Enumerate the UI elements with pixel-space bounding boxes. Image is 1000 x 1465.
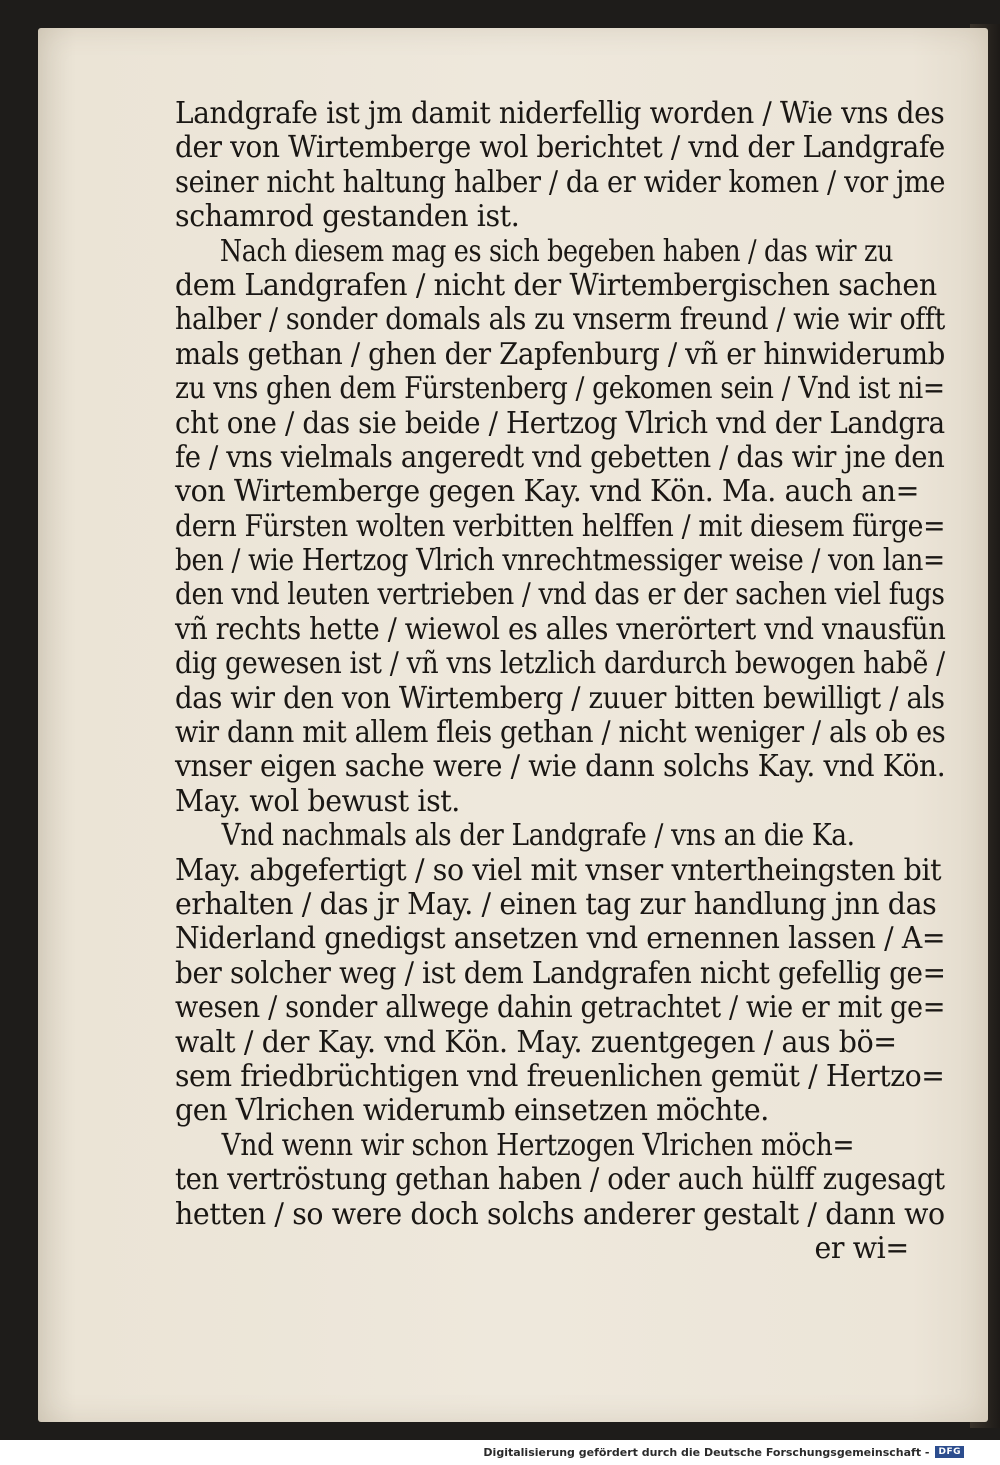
text-line: May. abgefertigt / so viel mit vnser vntertheingsten bit [175, 852, 942, 887]
text-line: der von Wirtemberge wol berichtet / vnd der Landgrafe [175, 130, 945, 165]
text-line: wir dann mit allem fleis gethan / nicht weniger / als ob es [175, 715, 946, 750]
text-line: vñ rechts hette / wiewol es alles vnerörtert vnd vnausfün [175, 611, 946, 646]
text-line: dern Fürsten wolten verbitten helffen / mit diesem fürge= [175, 508, 946, 543]
text-line: fe / vns vielmals angeredt vnd gebetten / das wir jne den [175, 439, 945, 474]
text-line: das wir den von Wirtemberg / zuuer bitten bewilligt / als [175, 680, 945, 715]
text-line: dig gewesen ist / vñ vns letzlich dardurch bewogen habẽ / [175, 646, 945, 681]
text-line: ten vertröstung gethan haben / oder auch hülff zugesagt [175, 1162, 945, 1197]
text-line: mals gethan / ghen der Zapfenburg / vñ er hinwiderumb [175, 336, 945, 371]
text-line: Nach diesem mag es sich begeben haben / das wir zu [219, 233, 894, 268]
text-line: sem friedbrüchtigen vnd freuenlichen gemüt / Hertzo= [175, 1058, 945, 1093]
text-line: dem Landgrafen / nicht der Wirtembergischen sachen [175, 267, 937, 302]
text-line: Landgrafe ist jm damit niderfellig worden / Wie vns des [175, 96, 945, 130]
text-line: Vnd nachmals als der Landgrafe / vns an die Ka. [221, 818, 855, 853]
text-line: vnser eigen sache were / wie dann solchs Kay. vnd Kön. [175, 749, 946, 784]
text-line: gen Vlrichen widerumb einsetzen möchte. [175, 1093, 769, 1128]
text-line: halber / sonder domals als zu vnserm freund / wie wir offt [175, 302, 945, 337]
text-line: wesen / sonder allwege dahin getrachtet / wie er mit ge= [175, 990, 946, 1025]
text-line: cht one / das sie beide / Hertzog Vlrich vnd der Landgra [175, 405, 945, 440]
text-line: May. wol bewust ist. [175, 783, 460, 818]
text-line: walt / der Kay. vnd Kön. May. zuentgegen / aus bö= [175, 1024, 897, 1059]
text-line: Niderland gnedigst ansetzen vnd ernennen lassen / A= [175, 921, 946, 956]
dfg-logo-icon: DFG [935, 1446, 964, 1458]
text-line: er wi= [814, 1230, 909, 1265]
page-text-block [175, 96, 975, 1265]
text-line: von Wirtemberge gegen Kay. vnd Kön. Ma. auch an= [175, 474, 920, 509]
text-line: ben / wie Hertzog Vlrich vnrechtmessiger weise / von lan= [175, 543, 945, 578]
text-line: erhalten / das jr May. / einen tag zur handlung jnn das [175, 886, 937, 921]
text-line: zu vns ghen dem Fürstenberg / gekomen sein / Vnd ist ni= [175, 371, 945, 406]
text-line: seiner nicht haltung halber / da er wider komen / vor jme [175, 164, 946, 199]
footer-text: Digitalisierung gefördert durch die Deutsche Forschungsgemeinschaft - [483, 1445, 930, 1459]
text-line: den vnd leuten vertrieben / vnd das er der sachen viel fugs [175, 577, 945, 612]
text-line: ber solcher weg / ist dem Landgrafen nicht gefellig ge= [175, 955, 946, 990]
text-line: Vnd wenn wir schon Hertzogen Vlrichen möch= [221, 1127, 855, 1162]
text-line: hetten / so were doch solchs anderer gestalt / dann wo [175, 1196, 945, 1231]
text-line: schamrod gestanden ist. [175, 199, 520, 234]
footer-credit [483, 1444, 964, 1460]
